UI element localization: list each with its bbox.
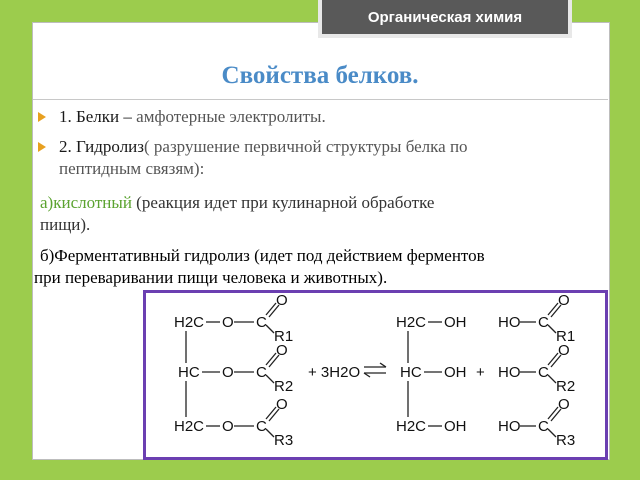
scheme-hc: HC [178, 364, 200, 381]
scheme-r2: R2 [274, 378, 294, 395]
acid-o-dbl-3: O [558, 396, 570, 413]
title-divider [33, 99, 608, 100]
scheme-o-dbl-2: O [276, 342, 288, 359]
paragraph-acid [40, 192, 434, 214]
glycerol-oh-1: OH [444, 314, 467, 331]
slide-title: Свойства белков. [221, 62, 419, 89]
enzymatic-line-2: при переваривании пищи человека и животных). [34, 268, 388, 287]
glycerol-h2c-bottom: H2C [396, 418, 427, 435]
scheme-r1: R1 [274, 328, 294, 345]
acid-c-3: C [538, 418, 549, 435]
acid-c-1: C [538, 314, 549, 331]
acid-text: (реакция идет при кулинарной обработке [131, 193, 435, 212]
acid-o-dbl-2: O [558, 342, 570, 359]
acid-ho-3: HO [498, 418, 521, 435]
acid-label: а)кислотный [40, 193, 132, 212]
enzymatic-line-1: б)Ферментативный гидролиз (идет под действием ферментов [40, 246, 485, 265]
glycerol-oh-3: OH [444, 418, 467, 435]
bullet-1-lead: 1. Белки – [59, 107, 137, 126]
acid-o-dbl-1: O [558, 293, 570, 309]
header-tab [318, 0, 572, 38]
bullet-2-text: ( разрушение первичной структуры белка по [144, 137, 468, 156]
scheme-o-1: O [222, 314, 234, 331]
scheme-c-1: C [256, 314, 267, 331]
acid-c-2: C [538, 364, 549, 381]
acid-r3: R3 [556, 432, 576, 449]
acid-r1: R1 [556, 328, 576, 345]
scheme-r3: R3 [274, 432, 294, 449]
scheme-o-2: O [222, 364, 234, 381]
header-tab-label: Органическая химия [322, 0, 568, 34]
scheme-c-2: C [256, 364, 267, 381]
bullet-2-lead: 2. Гидролиз [59, 137, 144, 156]
scheme-o-dbl-3: O [276, 396, 288, 413]
scheme-plus: + [476, 364, 485, 381]
bullet-1-text: амфотерные электролиты. [136, 107, 326, 126]
scheme-c-3: C [256, 418, 267, 435]
glycerol-h2c-top: H2C [396, 314, 427, 331]
glycerol-hc: HC [400, 364, 422, 381]
scheme-o-dbl-1: O [276, 293, 288, 309]
scheme-o-3: O [222, 418, 234, 435]
bullet-arrow-icon [38, 142, 46, 152]
bullet-arrow-icon [38, 112, 46, 122]
acid-ho-1: HO [498, 314, 521, 331]
acid-ho-2: HO [498, 364, 521, 381]
scheme-plus-water: + 3H2O [308, 364, 361, 381]
scheme-h2c-top: H2C [174, 314, 205, 331]
acid-r2: R2 [556, 378, 576, 395]
hydrolysis-equation-diagram [146, 293, 605, 457]
bullet-2-text-cont: пептидным связям): [59, 159, 205, 178]
hydrolysis-scheme [143, 290, 608, 460]
glycerol-oh-2: OH [444, 364, 467, 381]
acid-text-cont: пищи). [40, 215, 91, 234]
scheme-h2c-bottom: H2C [174, 418, 205, 435]
